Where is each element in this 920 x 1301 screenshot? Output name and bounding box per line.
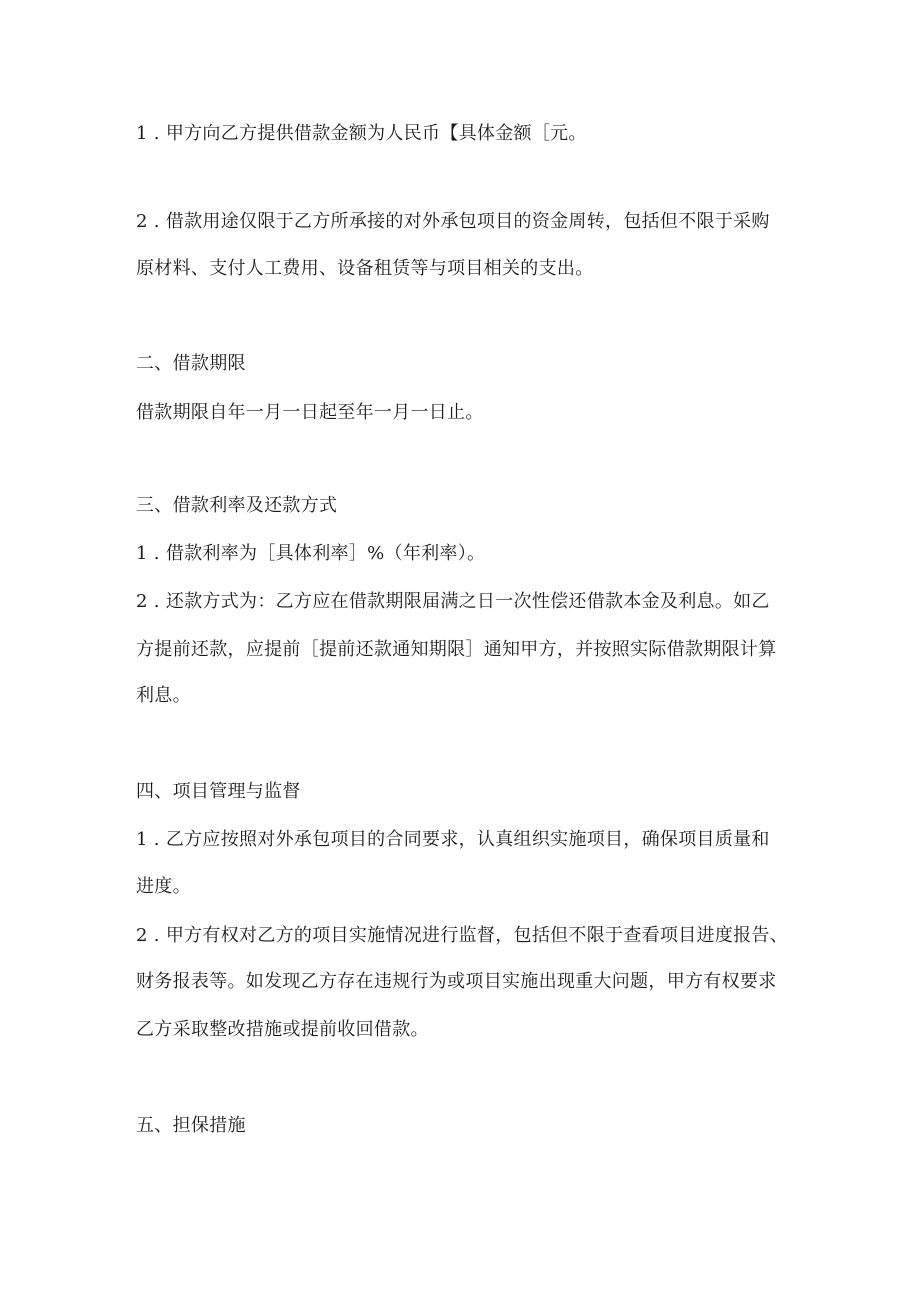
section-heading-interest-repayment: 三、借款利率及还款方式 bbox=[136, 495, 338, 516]
supervision-clause-line-1: 2 . 甲方有权对乙方的项目实施情况进行监督，包括但不限于查看项目进度报告、 bbox=[136, 925, 789, 946]
repayment-clause-line-1: 2 . 还款方式为：乙方应在借款期限届满之日一次性偿还借款本金及利息。如乙 bbox=[136, 591, 770, 612]
repayment-clause-line-3: 利息。 bbox=[136, 685, 191, 706]
loan-purpose-clause-line-2: 原材料、支付人工费用、设备租赁等与项目相关的支出。 bbox=[136, 258, 594, 279]
loan-amount-clause: 1 . 甲方向乙方提供借款金额为人民币【具体金额［元。 bbox=[136, 123, 587, 144]
loan-term-body: 借款期限自年一月一日起至年一月一日止。 bbox=[136, 402, 484, 423]
supervision-clause-line-3: 乙方采取整改措施或提前收回借款。 bbox=[136, 1019, 429, 1040]
interest-rate-clause: 1 . 借款利率为［具体利率］%（年利率）。 bbox=[136, 543, 486, 564]
project-execution-clause-line-2: 进度。 bbox=[136, 876, 191, 897]
section-heading-loan-term: 二、借款期限 bbox=[136, 353, 246, 374]
section-heading-guarantee: 五、担保措施 bbox=[136, 1115, 246, 1136]
supervision-clause-line-2: 财务报表等。如发现乙方存在违规行为或项目实施出现重大问题，甲方有权要求 bbox=[136, 971, 777, 992]
section-heading-project-management: 四、项目管理与监督 bbox=[136, 781, 301, 802]
project-execution-clause-line-1: 1 . 乙方应按照对外承包项目的合同要求，认真组织实施项目，确保项目质量和 bbox=[136, 829, 770, 850]
repayment-clause-line-2: 方提前还款，应提前［提前还款通知期限］通知甲方，并按照实际借款期限计算 bbox=[136, 639, 777, 660]
loan-purpose-clause-line-1: 2 . 借款用途仅限于乙方所承接的对外承包项目的资金周转，包括但不限于采购 bbox=[136, 211, 770, 232]
